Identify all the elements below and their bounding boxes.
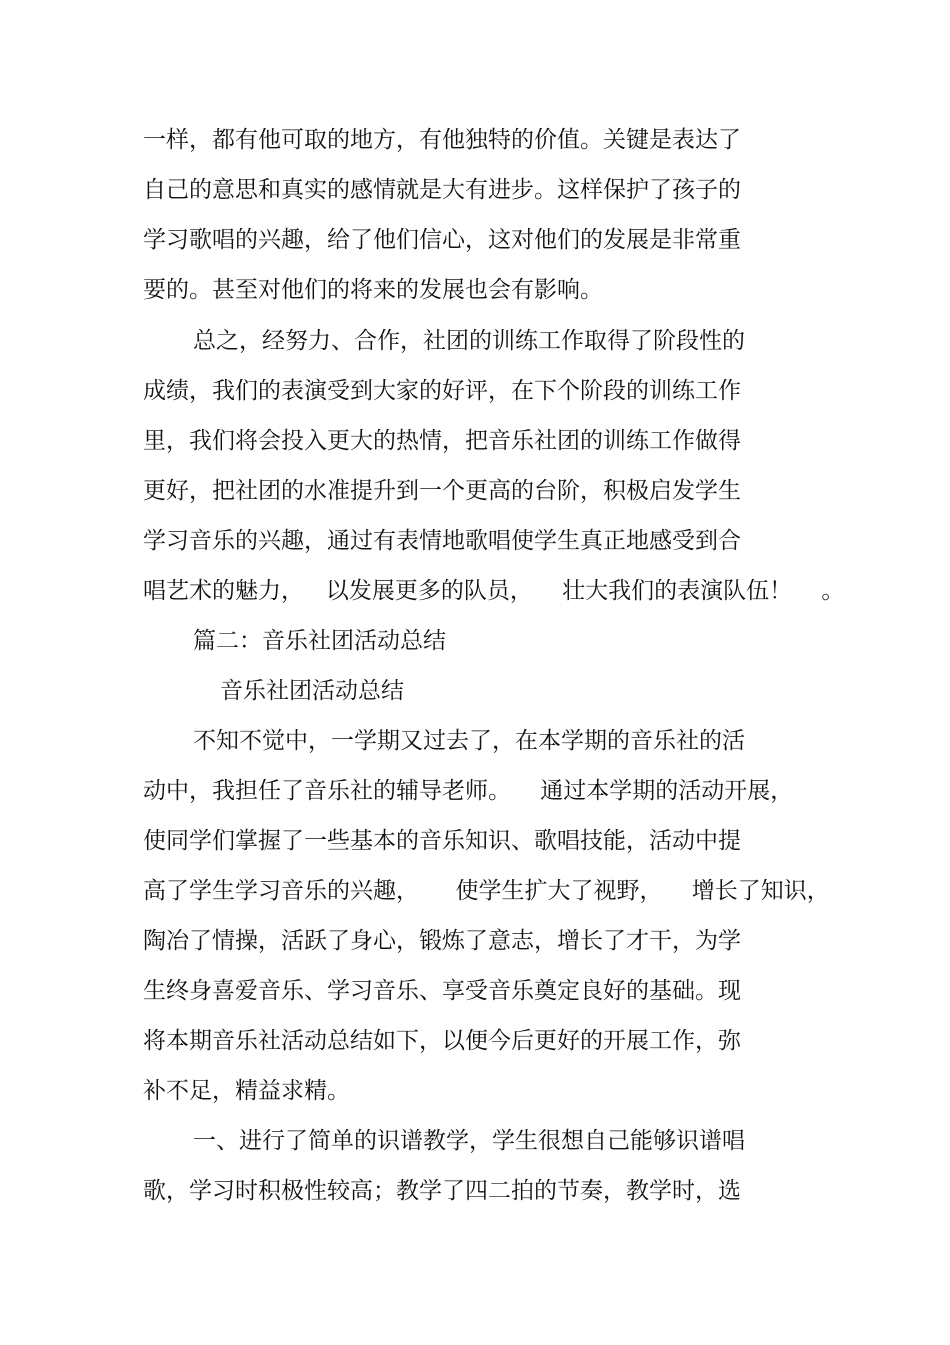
paragraph-line: 要的。甚至对他们的将来的发展也会有影响。 xyxy=(143,277,603,303)
paragraph-line: 补不足，精益求精。 xyxy=(143,1078,350,1104)
document-title: 音乐社团活动总结 xyxy=(220,678,404,704)
paragraph-line: 将本期音乐社活动总结如下，以便今后更好的开展工作，弥 xyxy=(143,1028,741,1054)
paragraph-line: 更好，把社团的水准提升到一个更高的台阶，积极启发学生 xyxy=(143,478,741,504)
paragraph-line: 高了学生学习音乐的兴趣， 使学生扩大了视野， 增长了知识， xyxy=(143,878,830,904)
paragraph-line: 学习音乐的兴趣，通过有表情地歌唱使学生真正地感受到合 xyxy=(143,528,741,554)
paragraph-line: 自己的意思和真实的感情就是大有进步。这样保护了孩子的 xyxy=(143,177,741,203)
paragraph-line: 学习歌唱的兴趣，给了他们信心，这对他们的发展是非常重 xyxy=(143,227,741,253)
paragraph-line: 不知不觉中，一学期又过去了，在本学期的音乐社的活 xyxy=(193,728,745,754)
paragraph-line: 陶冶了情操，活跃了身心，锻炼了意志，增长了才干，为学 xyxy=(143,928,741,954)
paragraph-line: 一样，都有他可取的地方，有他独特的价值。关键是表达了 xyxy=(143,127,741,153)
paragraph-line: 唱艺术的魅力， 以发展更多的队员， 壮大我们的表演队伍！ 。 xyxy=(143,578,845,604)
paragraph-line: 动中，我担任了音乐社的辅导老师。 通过本学期的活动开展， xyxy=(143,778,794,804)
paragraph-line: 歌，学习时积极性较高；教学了四二拍的节奏，教学时，选 xyxy=(143,1178,741,1204)
section-heading: 篇二：音乐社团活动总结 xyxy=(193,628,446,654)
paragraph-line: 使同学们掌握了一些基本的音乐知识、歌唱技能，活动中提 xyxy=(143,828,741,854)
paragraph-line: 成绩，我们的表演受到大家的好评，在下个阶段的训练工作 xyxy=(143,378,741,404)
paragraph-line: 总之，经努力、合作，社团的训练工作取得了阶段性的 xyxy=(193,328,745,354)
paragraph-line: 一、进行了简单的识谱教学，学生很想自己能够识谱唱 xyxy=(193,1128,745,1154)
paragraph-line: 生终身喜爱音乐、学习音乐、享受音乐奠定良好的基础。现 xyxy=(143,978,741,1004)
paragraph-line: 里，我们将会投入更大的热情，把音乐社团的训练工作做得 xyxy=(143,428,741,454)
